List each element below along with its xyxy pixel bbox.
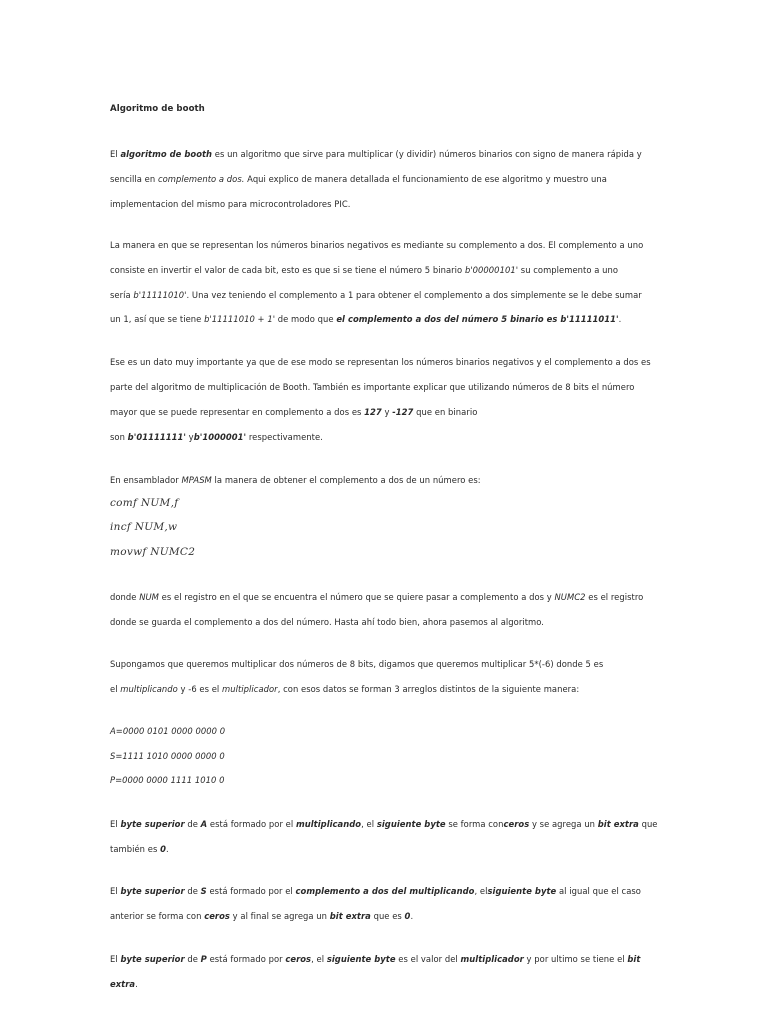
text: son bbox=[110, 432, 128, 442]
paragraph-7-line-2 bbox=[110, 844, 169, 854]
term-italic: MPASM bbox=[181, 475, 212, 485]
paragraph-9-line-1 bbox=[110, 954, 640, 964]
array-s: S=1111 1010 0000 0000 0 bbox=[110, 751, 225, 761]
term-emphasis: byte superior bbox=[120, 886, 185, 896]
paragraph-7-line-1 bbox=[110, 819, 658, 829]
paragraph-1-line-3: implementacion del mismo para microcontroladores PIC. bbox=[110, 199, 351, 209]
term-emphasis: S bbox=[200, 886, 207, 896]
text: , el bbox=[311, 954, 327, 964]
paragraph-6-line-2 bbox=[110, 684, 579, 694]
text: . bbox=[135, 979, 138, 989]
term-emphasis: el complemento a dos del número 5 binario es b'11111011' bbox=[336, 314, 619, 324]
term-emphasis: complemento a dos del multiplicando bbox=[295, 886, 475, 896]
text: . bbox=[618, 314, 622, 324]
text: , con esos datos se forman 3 arreglos distintos de la siguiente manera: bbox=[277, 684, 580, 694]
term-emphasis: ceros bbox=[285, 954, 312, 964]
paragraph-2-line-4 bbox=[110, 314, 621, 324]
number-emphasis: 127 bbox=[364, 407, 382, 417]
paragraph-5-line-2: donde se guarda el complemento a dos del número. Hasta ahí todo bien, ahora pasemos al algoritmo. bbox=[110, 617, 544, 627]
text: es el registro bbox=[585, 592, 644, 602]
term-emphasis: 0 bbox=[404, 911, 411, 921]
paragraph-2-line-2 bbox=[110, 265, 618, 275]
paragraph-1-line-1 bbox=[110, 149, 642, 159]
array-a: A=0000 0101 0000 0000 0 bbox=[110, 726, 226, 736]
text: En ensamblador bbox=[110, 475, 182, 485]
text: al igual que el caso bbox=[556, 886, 641, 896]
text: está formado por bbox=[206, 954, 286, 964]
paragraph-4-line-1 bbox=[110, 475, 481, 485]
text: que bbox=[638, 819, 658, 829]
term-emphasis: siguiente byte bbox=[487, 886, 557, 896]
paragraph-2-line-3 bbox=[110, 290, 642, 300]
text: . bbox=[165, 844, 169, 854]
binary-emphasis: b'01111111' bbox=[127, 432, 186, 442]
term-emphasis: ceros bbox=[503, 819, 530, 829]
code-line-2: incf NUM,w bbox=[110, 521, 178, 533]
text: sería bbox=[110, 290, 134, 300]
text: , el bbox=[474, 886, 488, 896]
paragraph-1-line-2 bbox=[110, 174, 607, 184]
term-italic: multiplicando bbox=[120, 684, 178, 694]
term-emphasis: ceros bbox=[204, 911, 230, 921]
text: la manera de obtener el complemento a dos de un número es: bbox=[211, 475, 481, 485]
term-emphasis: multiplicando bbox=[295, 819, 362, 829]
code-line-3: movwf NUMC2 bbox=[110, 546, 196, 558]
text: que es bbox=[370, 911, 405, 921]
term-emphasis: byte superior bbox=[120, 954, 185, 964]
binary-value: b'11111010' bbox=[133, 290, 187, 300]
text: y -6 es el bbox=[177, 684, 223, 694]
text: anterior se forma con bbox=[110, 911, 205, 921]
text: el bbox=[110, 684, 121, 694]
term-emphasis: bit bbox=[627, 954, 641, 964]
text: es el registro en el que se encuentra el número que se quiere pasar a complemento a dos y bbox=[158, 592, 555, 602]
paragraph-9-line-2 bbox=[110, 979, 138, 989]
binary-value: b'00000101' bbox=[464, 265, 519, 275]
paragraph-3-line-4 bbox=[110, 432, 323, 442]
document-title: Algoritmo de booth bbox=[110, 104, 205, 114]
text: está formado por el bbox=[206, 886, 296, 896]
text: mayor que se puede representar en complemento a dos es bbox=[110, 407, 365, 417]
term-emphasis: multiplicador bbox=[460, 954, 524, 964]
paragraph-8-line-2 bbox=[110, 911, 413, 921]
paragraph-6-line-1: Supongamos que queremos multiplicar dos números de 8 bits, digamos que queremos multiplicar 5*(-6) donde 5 es bbox=[110, 659, 604, 669]
term-emphasis: siguiente byte bbox=[376, 819, 446, 829]
term-emphasis: P bbox=[200, 954, 207, 964]
text: , el bbox=[361, 819, 377, 829]
term-emphasis: extra bbox=[110, 979, 136, 989]
text: y se agrega un bbox=[529, 819, 598, 829]
term-italic: complemento a dos. bbox=[157, 174, 245, 184]
term-italic: NUM bbox=[139, 592, 159, 602]
text: sencilla en bbox=[110, 174, 158, 184]
paragraph-3-line-1: Ese es un dato muy importante ya que de ese modo se representan los números binarios negativos y el complemento a dos es bbox=[110, 357, 651, 367]
paragraph-2-line-1: La manera en que se representan los números binarios negativos es mediante su complemento a dos. El complemento a uno bbox=[110, 240, 644, 250]
text: su complemento a uno bbox=[518, 265, 619, 275]
paragraph-5-line-1 bbox=[110, 592, 643, 602]
term-italic: NUMC2 bbox=[554, 592, 586, 602]
term-emphasis: A bbox=[200, 819, 208, 829]
text: y por ultimo se tiene el bbox=[523, 954, 628, 964]
text: . bbox=[410, 911, 414, 921]
text: Aqui explico de manera detallada el funcionamiento de ese algoritmo y muestro una bbox=[244, 174, 607, 184]
text: donde bbox=[110, 592, 140, 602]
text: El bbox=[110, 819, 121, 829]
text: que en binario bbox=[413, 407, 478, 417]
text: El bbox=[110, 886, 121, 896]
text: El bbox=[110, 954, 121, 964]
text: es el valor del bbox=[395, 954, 461, 964]
paragraph-3-line-2: parte del algoritmo de multiplicación de Booth. También es importante explicar que utilizando números de 8 bits el número bbox=[110, 382, 635, 392]
text: se forma con bbox=[445, 819, 504, 829]
text: El bbox=[110, 149, 121, 159]
text: respectivamente. bbox=[246, 432, 323, 442]
paragraph-8-line-1 bbox=[110, 886, 641, 896]
text: y bbox=[185, 432, 194, 442]
text: está formado por el bbox=[207, 819, 296, 829]
text: de bbox=[184, 886, 201, 896]
term-emphasis: bit extra bbox=[329, 911, 371, 921]
term-emphasis: algoritmo de booth bbox=[120, 149, 213, 159]
code-line-1: comf NUM,f bbox=[110, 497, 179, 509]
text: de bbox=[184, 954, 201, 964]
text: y al final se agrega un bbox=[229, 911, 330, 921]
text: . Una vez teniendo el complemento a 1 para obtener el complemento a dos simplemente se le debe sumar bbox=[186, 290, 642, 300]
text: es un algoritmo que sirve para multiplicar (y dividir) números binarios con signo de manera rápida y bbox=[212, 149, 642, 159]
text: consiste en invertir el valor de cada bit, esto es que si se tiene el número 5 binario bbox=[110, 265, 465, 275]
text: y bbox=[381, 407, 393, 417]
number-emphasis: -127 bbox=[392, 407, 414, 417]
term-emphasis: siguiente byte bbox=[326, 954, 396, 964]
array-p: P=0000 0000 1111 1010 0 bbox=[110, 775, 225, 785]
binary-value: b'11111010 + 1' bbox=[204, 314, 276, 324]
term-emphasis: byte superior bbox=[120, 819, 185, 829]
term-italic: multiplicador bbox=[222, 684, 278, 694]
text: de bbox=[184, 819, 201, 829]
term-emphasis: 0 bbox=[160, 844, 166, 854]
term-emphasis: bit extra bbox=[597, 819, 639, 829]
paragraph-3-line-3 bbox=[110, 407, 477, 417]
text: de modo que bbox=[275, 314, 337, 324]
text: un 1, así que se tiene bbox=[110, 314, 205, 324]
binary-emphasis: b'1000001' bbox=[193, 432, 247, 442]
text: también es bbox=[110, 844, 161, 854]
